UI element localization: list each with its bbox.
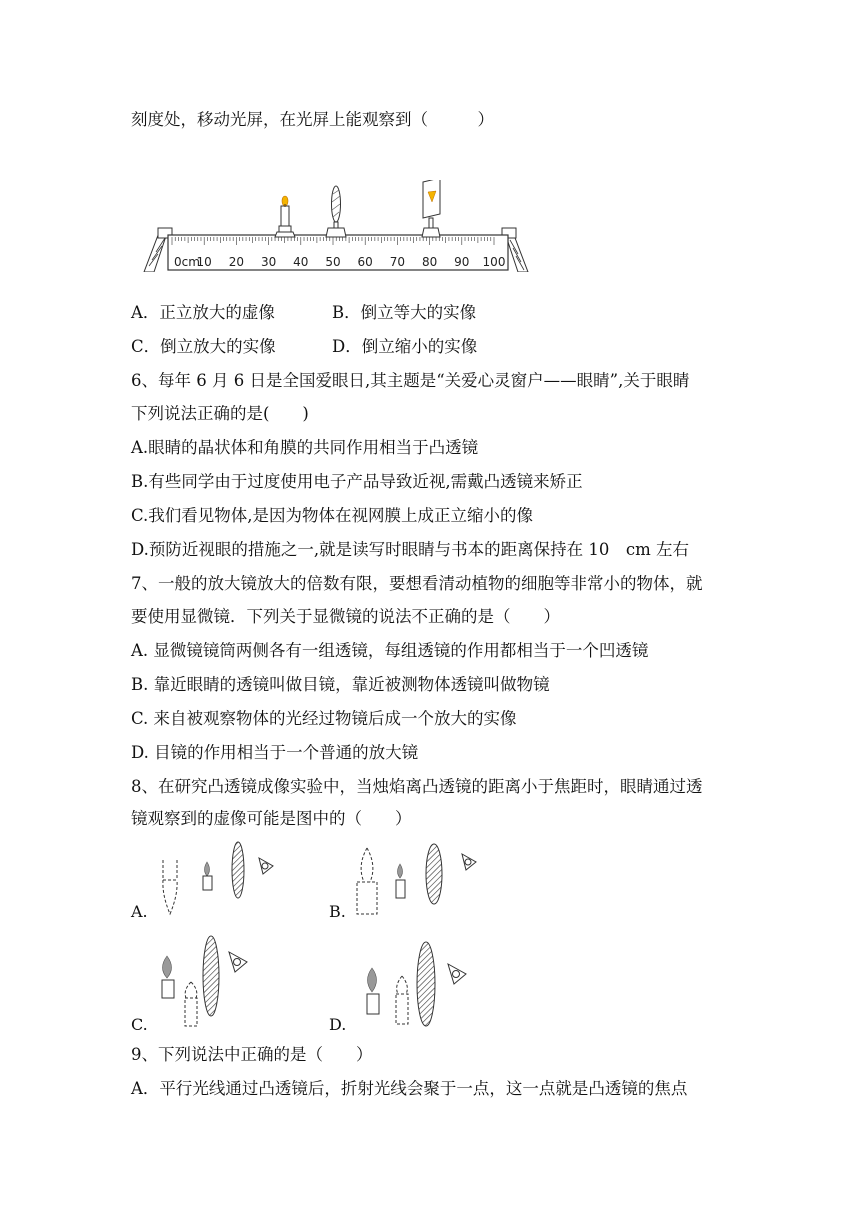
- scale-label: 100: [482, 255, 506, 269]
- light-screen: [422, 180, 440, 237]
- scale-label: 70: [389, 255, 406, 269]
- scale-label: 40: [293, 255, 309, 269]
- q8-figure-d: [352, 940, 492, 1030]
- q7-stem-line-2: 要使用显微镜．下列关于显微镜的说法不正确的是（ ）: [131, 607, 560, 626]
- optical-bench-figure: [140, 180, 532, 272]
- scale-label: 0cm: [174, 255, 200, 269]
- q8-option-c-label: C.: [131, 1015, 148, 1034]
- q6-stem-line-2: 下列说法正确的是( ): [131, 404, 309, 423]
- q7-option-c: C. 来自被观察物体的光经过物镜后成一个放大的实像: [131, 709, 517, 728]
- scale-label: 10: [196, 255, 212, 269]
- q5-option-a: A．正立放大的虚像: [131, 303, 275, 322]
- q6-option-a: A.眼睛的晶状体和角膜的共同作用相当于凸透镜: [131, 438, 479, 457]
- q5-option-b: B．倒立等大的实像: [332, 303, 477, 322]
- q5-option-d: D．倒立缩小的实像: [332, 337, 478, 356]
- q8-figure-c: [155, 928, 285, 1028]
- q8-option-a-label: A.: [131, 902, 148, 921]
- q8-stem-line-2: 镜观察到的虚像可能是图中的（ ）: [131, 809, 412, 828]
- q7-option-b: B. 靠近眼睛的透镜叫做目镜，靠近被测物体透镜叫做物镜: [131, 675, 550, 694]
- q7-option-a: A. 显微镜镜筒两侧各有一组透镜，每组透镜的作用都相当于一个凹透镜: [131, 641, 649, 660]
- q6-stem-line-1: 6、每年 6 月 6 日是全国爱眼日,其主题是“关爱心灵窗户——眼睛”,关于眼睛: [131, 371, 690, 390]
- scale-label: 50: [325, 255, 341, 269]
- scale-label: 20: [228, 255, 245, 269]
- q7-stem-line-1: 7、一般的放大镜放大的倍数有限，要想看清动植物的细胞等非常小的物体，就: [131, 574, 703, 593]
- convex-lens: [326, 186, 346, 237]
- scale-label: 80: [421, 255, 438, 269]
- question-stem-continuation: 刻度处，移动光屏，在光屏上能观察到（ ）: [131, 110, 494, 129]
- q6-option-d: D.预防近视眼的措施之一,就是读写时眼睛与书本的距离保持在 10 cm 左右: [131, 540, 690, 559]
- q8-option-b-label: B.: [329, 902, 346, 921]
- q8-figure-a: [155, 840, 285, 920]
- q8-figure-b: [352, 840, 492, 920]
- q6-option-c: C.我们看见物体,是因为物体在视网膜上成正立缩小的像: [131, 506, 534, 525]
- q9-option-a: A．平行光线通过凸透镜后，折射光线会聚于一点，这一点就是凸透镜的焦点: [131, 1079, 688, 1098]
- q6-option-b: B.有些同学由于过度使用电子产品导致近视,需戴凸透镜来矫正: [131, 472, 583, 491]
- q7-option-d: D. 目镜的作用相当于一个普通的放大镜: [131, 743, 419, 762]
- q5-option-c: C．倒立放大的实像: [131, 337, 276, 356]
- q8-option-d-label: D.: [329, 1015, 347, 1034]
- scale-label: 90: [454, 255, 470, 269]
- scale-label: 60: [357, 255, 373, 269]
- q9-stem: 9、下列说法中正确的是（ ）: [131, 1045, 373, 1064]
- q8-stem-line-1: 8、在研究凸透镜成像实验中，当烛焰离凸透镜的距离小于焦距时，眼睛通过透: [131, 777, 703, 796]
- candle: [275, 196, 295, 237]
- scale-label: 30: [260, 255, 277, 269]
